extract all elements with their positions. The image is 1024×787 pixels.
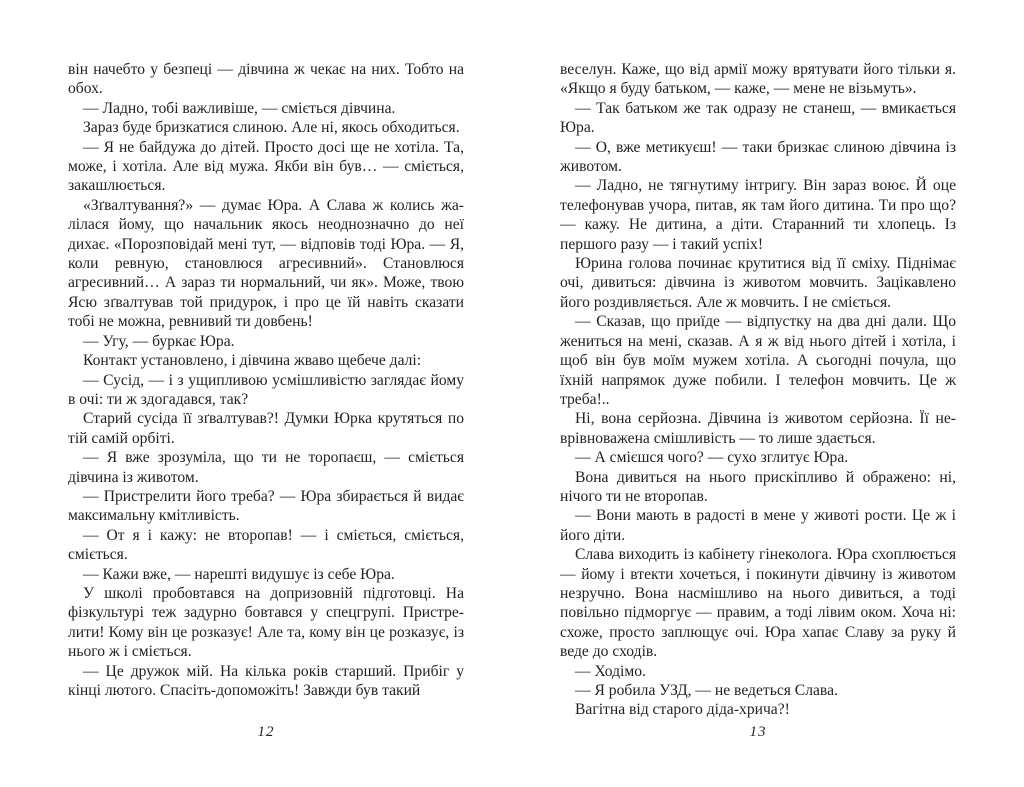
- paragraph: — Вони мають в радості в мене у животі рости. Це ж і його діти.: [560, 507, 956, 544]
- paragraph: Старий сусіда її зґвалтував?! Думки Юрка крутяться по тій самій орбіті.: [68, 410, 464, 447]
- paragraph: «Зґвалтування?» — думає Юра. А Слава ж колись жалілася йому, що начальник якось неоднозначно до неї дихає. «Порозповідай мені тут, — відповів тоді Юра. — Я, коли ревную, становлюся агресивний». Становлюся агресивний… А зараз ти нормальний, чи як». Може, твою Ясю зґвалтував той придурок, і про це їй навіть сказати тобі не можна, ревнивий ти довбень!: [68, 196, 464, 331]
- right-page: [560, 60, 956, 740]
- paragraph: Юрина голова починає крутитися від її сміху. Піднімає очі, дивиться: дівчина із животом мовчить. Зацікавлено його роздивляється. Але ж мовчить. І не сміється.: [560, 255, 956, 311]
- paragraph: — От я і кажу: не второпав! — і сміється, сміється, сміється.: [68, 526, 464, 564]
- paragraph: — Ходімо.: [575, 662, 646, 680]
- paragraph: — Ладно, тобі важливіше, — сміється дівчина.: [83, 99, 396, 117]
- paragraph: — Угу, — буркає Юра.: [83, 332, 235, 350]
- paragraph: — Ладно, не тягнутиму інтригу. Він зараз воює. Й оце телефонував учора, питав, як там його дитина. Ти про що? — кажу. Не дитина, а діти. Старанний ти хлопець. Із першого разу — і такий успіх!: [560, 177, 956, 253]
- paragraph: Зараз буде бризкатися слиною. Але ні, якось обходиться.: [83, 119, 460, 137]
- paragraph: — Я вже зрозуміла, що ти не торопаєш, — сміється дівчина із животом.: [68, 449, 464, 486]
- paragraph: — Це дружок мій. На кілька років старший. Прибіг у кінці лютого. Спасіть-допоможіть! Завжди був такий: [68, 662, 464, 699]
- paragraph: — Я не байдужа до дітей. Просто досі ще не хотіла. Та, може, і хотіла. Але від мужа. Якби він був… — сміється, закашлюється.: [68, 138, 464, 195]
- paragraph: Вона дивиться на нього прискіпливо й ображено: ні, нічого ти не второпав.: [560, 468, 956, 505]
- paragraph: У школі пробовтався на допризовній підготовці. На фізкультурі теж задурно бовтався у спецгрупі. Пристрелити! Кому він це розказує! Але та, кому він це розказує, із нього ж і сміється.: [68, 584, 464, 661]
- paragraph: — А смієшся чого? — сухо зглитує Юра.: [575, 449, 849, 467]
- paragraph: — Сказав, що приїде — відпустку на два дні дали. Що жениться на мені, сказав. А я ж від нього дітей і хотіла, і щоб він був моїм мужем хотіла. А сьогодні почула, що їхній напрямок дуже побили. І телефон мовчить. Це ж треба!..: [560, 313, 956, 408]
- paragraph: — Кажи вже, — нарешті видушує із себе Юра.: [83, 565, 395, 583]
- paragraph: Ні, вона серйозна. Дівчина із животом серйозна. Її неврівноважена смішливість — то лише здається.: [560, 410, 956, 447]
- left-page: [68, 60, 464, 740]
- paragraph: він начебто у безпеці — дівчина ж чекає на них. Тобто на обох.: [68, 61, 464, 98]
- right-page-text: [560, 60, 956, 720]
- paragraph: — Пристрелити його треба? — Юра збирається й видає максимальну кмітливість.: [68, 487, 464, 525]
- paragraph: — О, вже метикуєш! — таки бризкає слиною дівчина із животом.: [560, 138, 956, 176]
- paragraph: Слава виходить із кабінету гінеколога. Юра схоплюється — йому і втекти хочеться, і покинути дівчину із животом незручно. Вона насмішливо на нього дивиться, а тоді повільно підморгує — правим, а тоді лівим оком. Хоча ні: схоже, просто заплющує очі. Юра хапає Славу за руку й веде до сходів.: [560, 546, 956, 661]
- page-number: 13: [749, 724, 767, 740]
- paragraph: — Сусід, — і з ущипливою усмішливістю заглядає йому в очі: ти ж здогадався, так?: [68, 371, 464, 408]
- paragraph: Контакт установлено, і дівчина жваво щебече далі:: [83, 352, 422, 370]
- paragraph: — Так батьком же так одразу не станеш, — вмикається Юра.: [560, 99, 956, 137]
- paragraph: Вагітна від старого діда-хрича?!: [575, 701, 790, 719]
- paragraph: — Я робила УЗД, — не ведеться Слава.: [575, 682, 838, 699]
- page-number: 12: [257, 724, 275, 740]
- paragraph: веселун. Каже, що від армії можу врятувати його тільки я. «Якщо я буду батьком, — каже, — мене не візьмуть».: [560, 61, 956, 98]
- left-page-text: [68, 60, 464, 700]
